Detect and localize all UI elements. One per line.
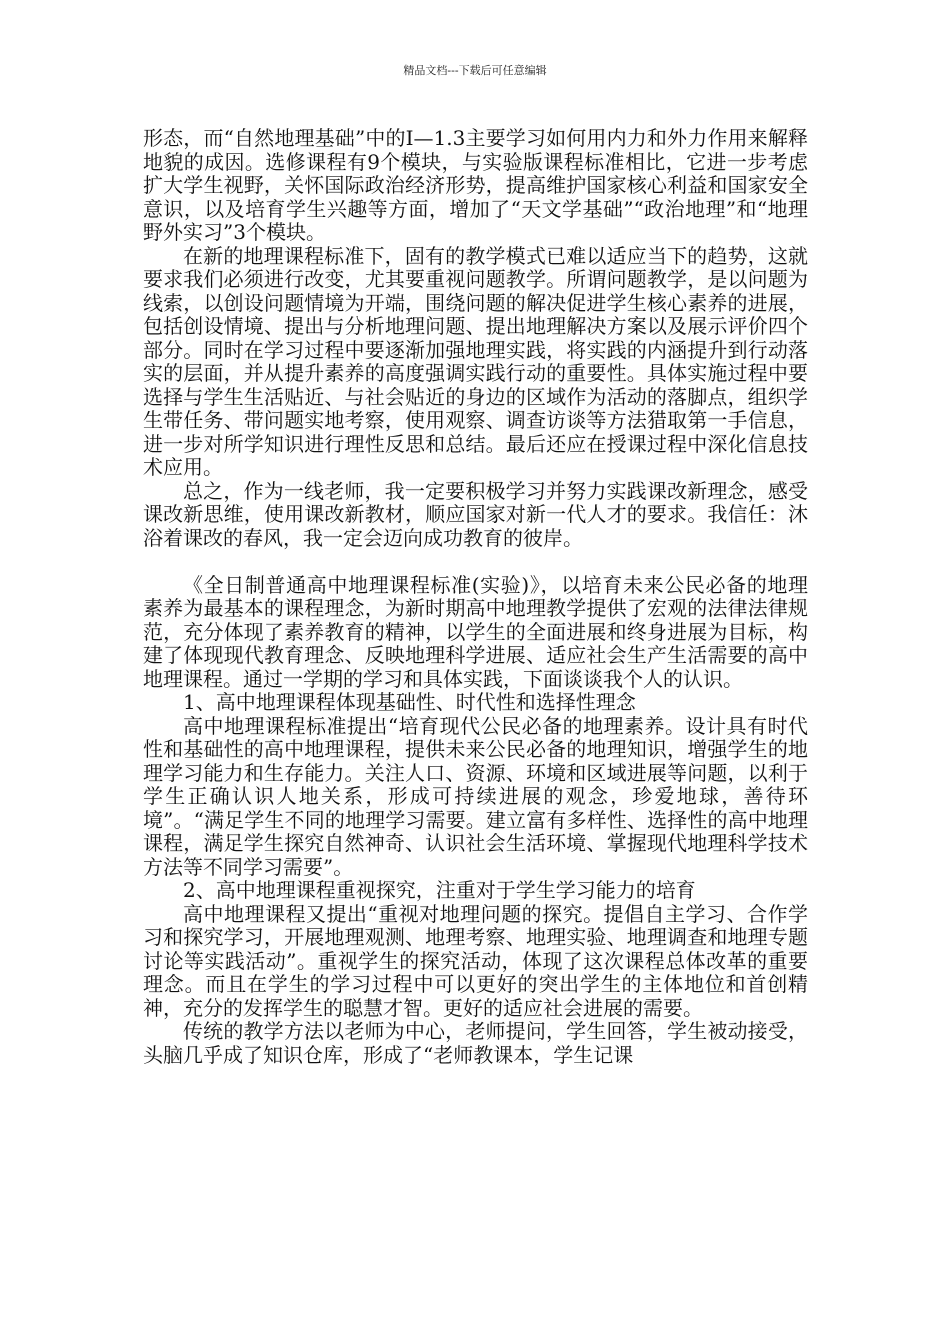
- paragraph: 总之，作为一线老师，我一定要积极学习并努力实践课改新理念，感受课改新思维，使用课改新教材，顺应国家对新一代人才的要求。我信任：沐浴着课改的春风，我一定会迈向成功教育的彼岸。: [143, 478, 808, 550]
- document-body: [143, 127, 808, 1067]
- paragraph: 传统的教学方法以老师为中心，老师提问，学生回答，学生被动接受，头脑几乎成了知识仓库，形成了“老师教课本，学生记课: [143, 1019, 808, 1067]
- paragraph: 高中地理课程又提出“重视对地理问题的探究。提倡自主学习、合作学习和探究学习，开展地理观测、地理考察、地理实验、地理调查和地理专题讨论等实践活动”。重视学生的探究活动，体现了这次课程总体改革的重要理念。而且在学生的学习过程中可以更好的突出学生的主体地位和首创精神，充分的发挥学生的聪慧才智。更好的适应社会进展的需要。: [143, 901, 808, 1020]
- paragraph: 高中地理课程标准提出“培育现代公民必备的地理素养。设计具有时代性和基础性的高中地理课程，提供未来公民必备的地理知识，增强学生的地理学习能力和生存能力。关注人口、资源、环境和区域进展等问题，以利于学生正确认识人地关系，形成可持续进展的观念，珍爱地球，善待环境”。“满足学生不同的地理学习需要。建立富有多样性、选择性的高中地理课程，满足学生探究自然神奇、认识社会生活环境、掌握现代地理科学技术方法等不同学习需要”。: [143, 713, 808, 879]
- section-heading: 2、高中地理课程重视探究，注重对于学生学习能力的培育: [183, 878, 696, 902]
- paragraph: 在新的地理课程标准下，固有的教学模式已难以适应当下的趋势，这就要求我们必须进行改变，尤其要重视问题教学。所谓问题教学，是以问题为线索，以创设问题情境为开端，围绕问题的解决促进学生核心素养的进展，包括创设情境、提出与分析地理问题、提出地理解决方案以及展示评价四个部分。同时在学习过程中要逐渐加强地理实践，将实践的内涵提升到行动落实的层面，并从提升素养的高度强调实践行动的重要性。具体实施过程中要选择与学生生活贴近、与社会贴近的身边的区域作为活动的落脚点，组织学生带任务、带问题实地考察，使用观察、调查访谈等方法猎取第一手信息，进一步对所学知识进行理性反思和总结。最后还应在授课过程中深化信息技术应用。: [143, 243, 808, 479]
- section-heading: 1、高中地理课程体现基础性、时代性和选择性理念: [183, 690, 636, 714]
- paragraph: 形态，而“自然地理基础”中的I—1.3主要学习如何用内力和外力作用来解释地貌的成因。选修课程有9个模块，与实验版课程标准相比，它进一步考虑扩大学生视野，关怀国际政治经济形势，提高维护国家核心利益和国家安全意识，以及培育学生兴趣等方面，增加了“天文学基础”“政治地理”和“地理野外实习”3个模块。: [143, 126, 808, 244]
- page-header: 精品文档---下载后可任意编辑: [403, 64, 547, 77]
- paragraph: 《全日制普通高中地理课程标准(实验)》，以培育未来公民必备的地理素养为最基本的课程理念，为新时期高中地理教学提供了宏观的法律法律规范，充分体现了素养教育的精神，以学生的全面进展和终身进展为目标，构建了体现现代教育理念、反映地理科学进展、适应社会生产生活需要的高中地理课程。通过一学期的学习和具体实践，下面谈谈我个人的认识。: [143, 572, 808, 691]
